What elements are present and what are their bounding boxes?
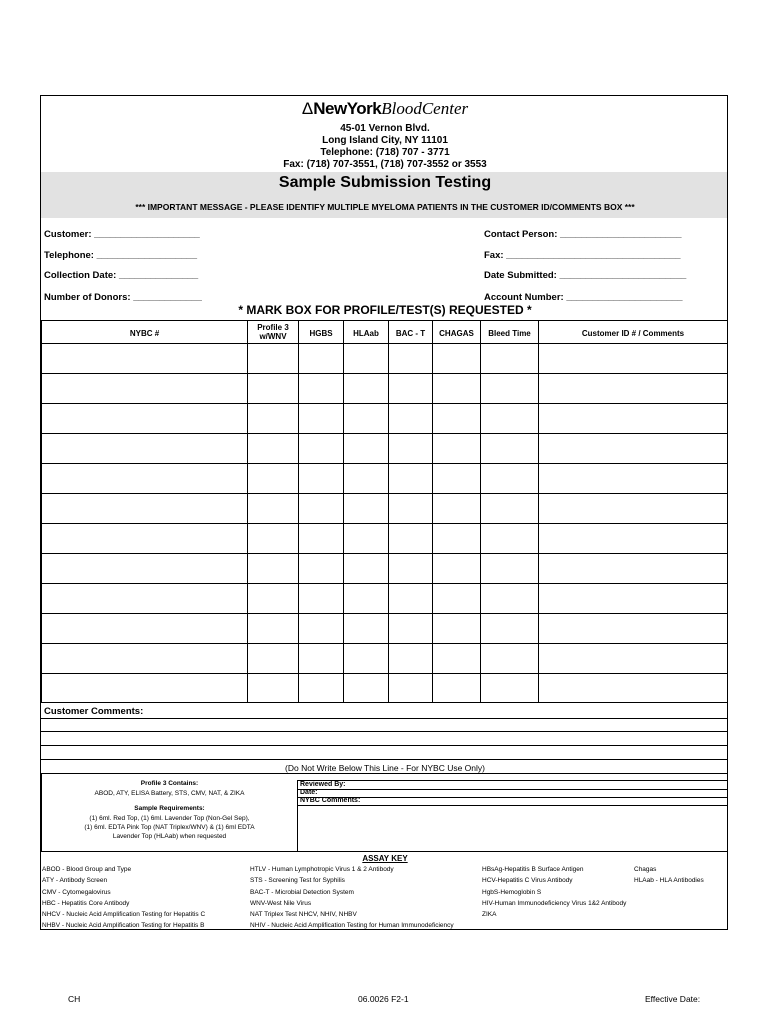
assay-key-item: CMV - Cytomegalovirus [42, 888, 111, 896]
assay-key-col4 [634, 864, 704, 887]
assay-key-col1 [42, 864, 205, 932]
header-profile3: Profile 3 w/WNV [257, 323, 289, 341]
header-nybc: NYBC # [129, 329, 160, 338]
mark-box-title: * MARK BOX FOR PROFILE/TEST(S) REQUESTED * [238, 303, 532, 317]
important-message: *** IMPORTANT MESSAGE - PLEASE IDENTIFY MULTIPLE MYELOMA PATIENTS IN THE CUSTOMER ID/COMMENTS BOX *** [135, 202, 635, 212]
date-label: Date: [300, 789, 318, 796]
assay-key-item: NAT Triplex Test NHCV, NHIV, NHBV [250, 911, 357, 919]
assay-key-col2 [250, 864, 454, 932]
assay-key-item: ZIKA [482, 911, 497, 919]
header-hlaab: HLAab [353, 329, 379, 338]
sample-req-title: Sample Requirements: [134, 805, 205, 812]
collection-date-field[interactable]: Collection Date: _______________ [44, 270, 199, 281]
footer-left: CH [68, 994, 81, 1004]
customer-field[interactable]: Customer: ____________________ [44, 229, 200, 240]
header-customer-id: Customer ID # / Comments [581, 329, 685, 338]
assay-key-item: NHBV - Nucleic Acid Amplification Testing for Hepatitis B [42, 922, 205, 930]
date-submitted-field[interactable]: Date Submitted: ________________________ [484, 270, 687, 281]
address-line-3: Telephone: (718) 707 - 3771 [320, 147, 450, 158]
footer-form-number: 06.0026 F2-1 [358, 994, 409, 1004]
assay-key-item: BAC-T - Microbial Detection System [250, 888, 354, 896]
number-of-donors-field[interactable]: Number of Donors: _____________ [44, 292, 202, 303]
fax-field[interactable]: Fax: _________________________________ [484, 250, 681, 261]
logo-mark-icon: Δ [301, 99, 314, 118]
sample-req-line-1: (1) 6ml. Red Top, (1) 6ml. Lavender Top (Non-Gel Sep), [89, 815, 250, 822]
assay-key-title: ASSAY KEY [362, 854, 408, 863]
page-title: Sample Submission Testing [278, 174, 492, 191]
account-number-field[interactable]: Account Number: ______________________ [484, 292, 683, 303]
assay-key-item: NHCV - Nucleic Acid Amplification Testing for Hepatitis C [42, 911, 206, 919]
sample-req-line-3: Lavender Top (HLAab) when requested [112, 833, 227, 840]
assay-key-col3 [482, 864, 626, 920]
logo-newyork: NewYork [313, 99, 382, 118]
assay-key-item: WNV-West Nile Virus [250, 899, 312, 907]
assay-key-item: HIV-Human Immunodeficiency Virus 1&2 Antibody [482, 899, 627, 907]
assay-key-item: HLAab - HLA Antibodies [634, 877, 704, 885]
address-line-4: Fax: (718) 707-3551, (718) 707-3552 or 3553 [283, 159, 487, 170]
address-line-1: 45-01 Vernon Blvd. [340, 123, 430, 134]
nybc-comments-label: NYBC Comments: [300, 797, 361, 804]
address-line-2: Long Island City, NY 11101 [322, 135, 448, 146]
logo-bloodcenter: BloodCenter [381, 99, 469, 118]
customer-comments-label: Customer Comments: [44, 706, 144, 717]
header-chagas: CHAGAS [439, 329, 474, 338]
contact-person-field[interactable]: Contact Person: _______________________ [484, 229, 682, 240]
header-bac-t: BAC - T [395, 329, 426, 338]
assay-key-item: HgbS-Hemoglobin S [482, 888, 542, 896]
telephone-field[interactable]: Telephone: ___________________ [44, 250, 197, 261]
reviewed-by-label: Reviewed By: [300, 781, 346, 788]
profile3-title: Profile 3 Contains: [140, 780, 199, 787]
sample-req-line-2: (1) 6ml. EDTA Pink Top (NAT Triplex/WNV) & (1) 6ml EDTA [84, 824, 255, 831]
assay-key-item: NHIV - Nucleic Acid Amplification Testing for Human Immunodeficiency [250, 922, 454, 930]
customer-comments-area[interactable] [41, 719, 727, 759]
assay-key-item: HCV-Hepatitis C Virus Antibody [482, 877, 573, 885]
assay-key-item: ATY - Antibody Screen [42, 877, 108, 885]
assay-key-item: STS - Screening Test for Syphilis [250, 877, 345, 885]
nybc-use-only-note: (Do Not Write Below This Line - For NYBC Use Only) [285, 763, 485, 773]
assay-key-item: HBsAg-Hepatitis B Surface Antigen [482, 866, 584, 873]
assay-key-item: Chagas [634, 866, 657, 873]
assay-key-item: HBC - Hepatitis Core Antibody [42, 899, 130, 907]
header-hgbs: HGBS [309, 329, 333, 338]
assay-key-item: ABOD - Blood Group and Type [42, 866, 132, 873]
header-bleed-time: Bleed Time [488, 329, 531, 338]
profile3-text: ABOD, ATY, ELISA Battery, STS, CMV, NAT, & ZIKA [94, 790, 245, 797]
assay-key-item: HTLV - Human Lymphotropic Virus 1 & 2 Antibody [250, 866, 394, 873]
footer-effective-date: Effective Date: [645, 994, 701, 1004]
